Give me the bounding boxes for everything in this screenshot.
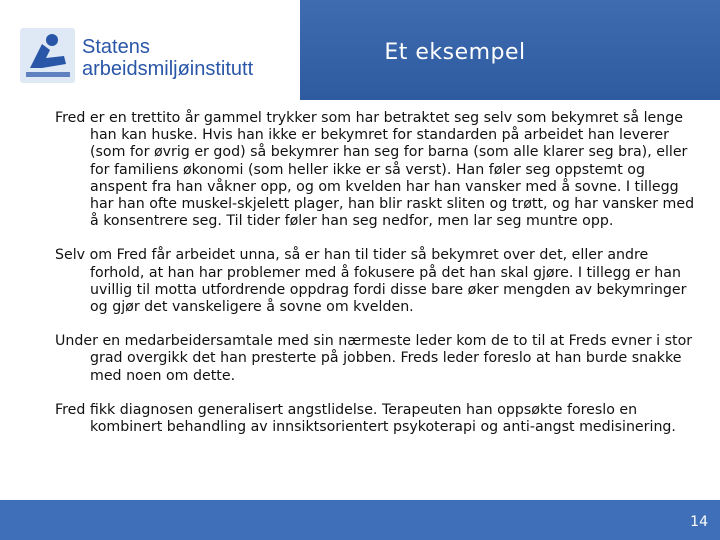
logo-line-2: arbeidsmiljøinstitutt (82, 58, 254, 80)
paragraph: Under en medarbeidersamtale med sin nærmeste leder kom de to til at Freds evner i stor grad overgikk det han presterte på jobben. Freds leder foreslo at han burde snakke med noen om dette. (55, 333, 693, 384)
slide-footer (0, 500, 720, 540)
slide-body (55, 110, 695, 453)
paragraph: Fred fikk diagnosen generalisert angstlidelse. Terapeuten han oppsøkte foreslo en kombinert behandling av innsiktsorientert psykoterapi og anti-angst medisinering. (55, 401, 676, 436)
institute-logo-text (82, 36, 253, 80)
institute-logo-icon (20, 28, 75, 83)
slide-header (0, 0, 720, 100)
paragraph: Selv om Fred får arbeidet unna, så er han til tider så bekymret over det, eller andre forhold, at han har problemer med å fokusere på det han skal gjøre. I tillegg er han uvillig til motta utfordrende oppdrag fordi disse bare øker mengden av bekymringer og gjør det vanskeligere å sovne om kvelden. (55, 247, 687, 316)
paragraph: Fred er en trettito år gammel trykker som har betraktet seg selv som bekymret så lenge han kan huske. Hvis han ikke er bekymret for standarden på arbeidet han leverer (som for øvrig er god) så bekymrer han seg for barna (som alle klarer seg bra), eller for familiens økonomi (som heller ikke er så verst). Han føler seg oppstemt og anspent fra han våkner opp, og om kvelden har han vansker med å sovne. I tillegg har han ofte muskel-skjelett plager, han blir raskt sliten og trøtt, og har vansker med å konsentrere seg. Til tider føler han seg nedfor, men lar seg muntre opp. (55, 110, 695, 230)
logo-line-1: Statens (82, 36, 150, 58)
logo-panel (0, 0, 300, 100)
slide-title: Et eksempel (384, 40, 526, 65)
page-number: 14 (690, 514, 708, 530)
